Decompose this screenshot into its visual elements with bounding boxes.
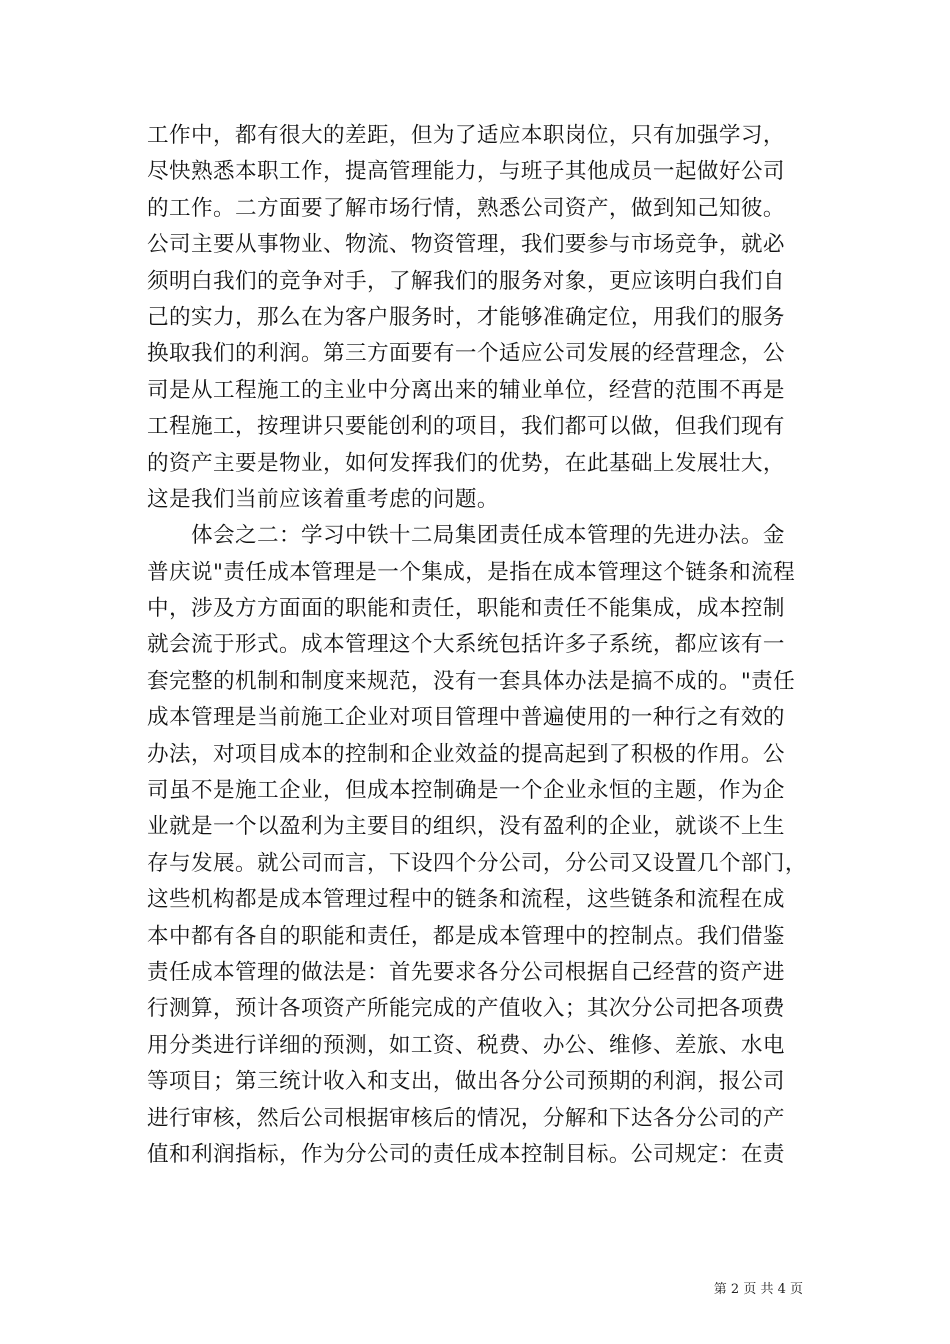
text-line: 己的实力，那么在为客户服务时，才能够准确定位，用我们的服务 (147, 304, 785, 330)
text-line: 就会流于形式。成本管理这个大系统包括许多子系统，都应该有一 (147, 632, 785, 658)
body-text (147, 118, 807, 1173)
text-line: 存与发展。就公司而言，下设四个分公司，分公司又设置几个部门， (147, 850, 807, 876)
text-line: 套完整的机制和制度来规范，没有一套具体办法是搞不成的。"责任 (147, 668, 796, 694)
text-line: 业就是一个以盈利为主要目的组织，没有盈利的企业，就谈不上生 (147, 814, 785, 840)
page-number-footer: 第 2 页 共 4 页 (713, 1282, 803, 1297)
text-line: 尽快熟悉本职工作，提高管理能力，与班子其他成员一起做好公司 (147, 159, 785, 185)
text-line: 司虽不是施工企业，但成本控制确是一个企业永恒的主题，作为企 (147, 778, 785, 804)
text-line: 工作中，都有很大的差距，但为了适应本职岗位，只有加强学习， (147, 123, 785, 148)
text-line: 须明白我们的竞争对手，了解我们的服务对象，更应该明白我们自 (147, 268, 785, 294)
text-line: 工程施工，按理讲只要能创利的项目，我们都可以做，但我们现有 (147, 414, 785, 440)
text-line: 司是从工程施工的主业中分离出来的辅业单位，经营的范围不再是 (147, 377, 785, 403)
text-line: 的资产主要是物业，如何发挥我们的优势，在此基础上发展壮大， (147, 450, 785, 476)
text-line: 这些机构都是成本管理过程中的链条和流程，这些链条和流程在成 (147, 887, 785, 913)
text-line: 的工作。二方面要了解市场行情，熟悉公司资产，做到知己知彼。 (147, 195, 785, 221)
text-line: 办法，对项目成本的控制和企业效益的提高起到了积极的作用。公 (147, 741, 785, 767)
text-line: 等项目；第三统计收入和支出，做出各分公司预期的利润，报公司 (147, 1069, 785, 1095)
text-line: 普庆说"责任成本管理是一个集成，是指在成本管理这个链条和流程 (147, 559, 796, 585)
text-line: 本中都有各自的职能和责任，都是成本管理中的控制点。我们借鉴 (147, 923, 785, 949)
text-line: 用分类进行详细的预测，如工资、税费、办公、维修、差旅、水电 (147, 1032, 785, 1058)
text-line: 这是我们当前应该着重考虑的问题。 (147, 486, 499, 512)
text-line: 公司主要从事物业、物流、物资管理，我们要参与市场竞争，就必 (147, 232, 785, 258)
text-line: 进行审核，然后公司根据审核后的情况，分解和下达各分公司的产 (147, 1105, 785, 1131)
text-line: 体会之二：学习中铁十二局集团责任成本管理的先进办法。金 (147, 523, 785, 549)
text-line: 成本管理是当前施工企业对项目管理中普遍使用的一种行之有效的 (147, 705, 785, 731)
text-line: 责任成本管理的做法是：首先要求各分公司根据自己经营的资产进 (147, 959, 785, 985)
text-line: 行测算，预计各项资产所能完成的产值收入；其次分公司把各项费 (147, 996, 785, 1022)
text-line: 中，涉及方方面面的职能和责任，职能和责任不能集成，成本控制 (147, 596, 785, 622)
text-line: 值和利润指标，作为分公司的责任成本控制目标。公司规定：在责 (147, 1141, 785, 1167)
text-line: 换取我们的利润。第三方面要有一个适应公司发展的经营理念，公 (147, 341, 785, 367)
